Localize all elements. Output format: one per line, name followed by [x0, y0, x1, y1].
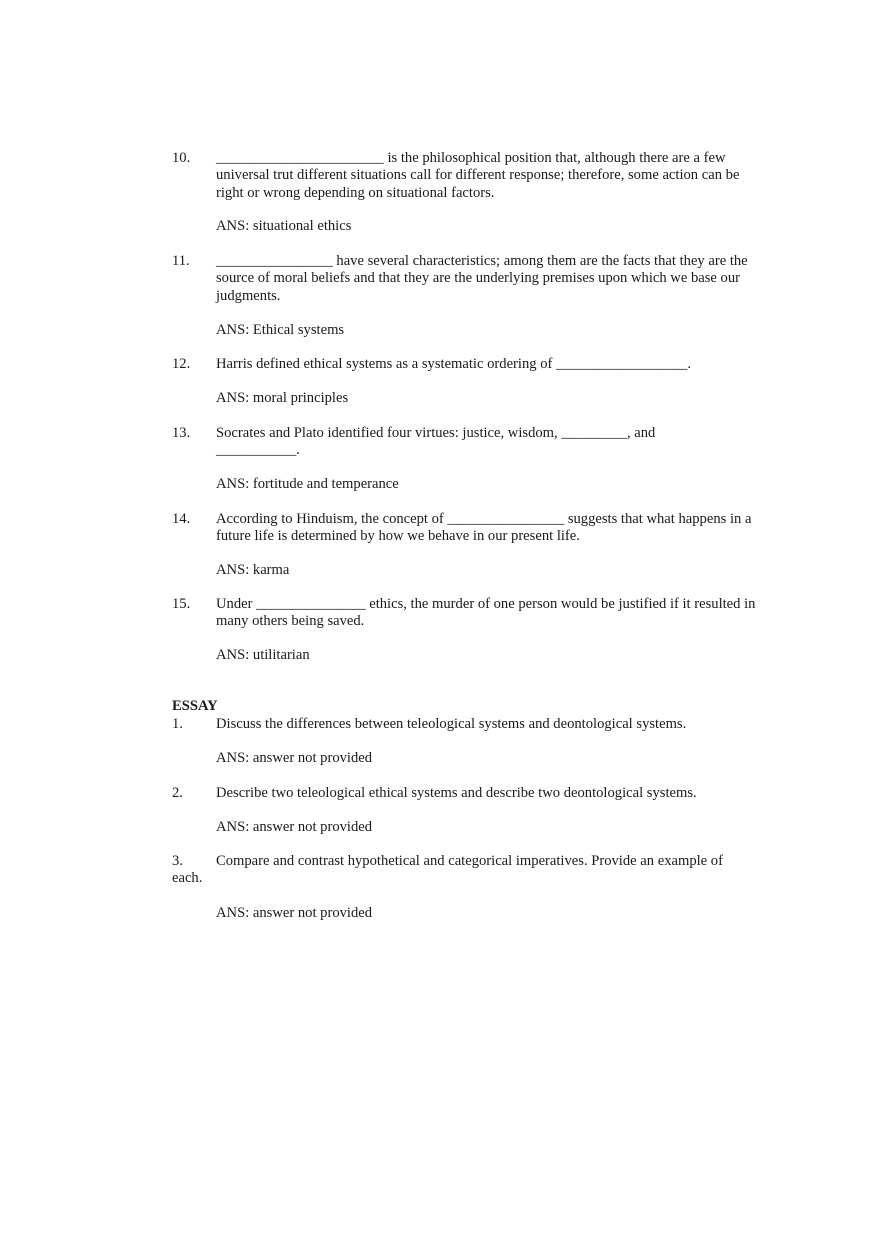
- question-text: According to Hinduism, the concept of ________________ suggests that what happens in a future life is determined by how we behave in our present life.: [216, 511, 752, 545]
- question-number: 13.: [172, 425, 191, 441]
- question-text: Socrates and Plato identified four virtues: justice, wisdom, _________, and ___________.: [216, 425, 656, 459]
- question-number: 10.: [172, 150, 191, 166]
- answer-13: ANS: fortitude and temperance: [216, 476, 399, 492]
- answer-11: ANS: Ethical systems: [216, 322, 345, 338]
- question-15: [172, 596, 772, 631]
- question-13: [172, 425, 772, 460]
- answer-14: ANS: karma: [216, 562, 290, 578]
- question-number: 12.: [172, 356, 191, 372]
- essay-question-number: 1.: [172, 716, 183, 732]
- essay-question-1: [172, 716, 752, 733]
- essay-question-text: Compare and contrast hypothetical and categorical imperatives. Provide an example of each.: [172, 853, 723, 887]
- question-12: [172, 356, 772, 373]
- question-14: [172, 511, 772, 546]
- question-number: 14.: [172, 511, 191, 527]
- question-11: [172, 253, 772, 305]
- question-number: 11.: [172, 253, 190, 269]
- question-text: ________________ have several characteristics; among them are the facts that they are the source of moral beliefs and that they are the underlying premises upon which we base our judgments.: [216, 253, 748, 304]
- essay-answer-3: ANS: answer not provided: [216, 905, 373, 921]
- answer-15: ANS: utilitarian: [216, 647, 310, 663]
- essay-question-text: Discuss the differences between teleological systems and deontological systems.: [216, 716, 687, 732]
- essay-question-2: [172, 785, 752, 802]
- question-text: Under _______________ ethics, the murder of one person would be justified if it resulted in many others being saved.: [216, 596, 756, 630]
- question-number: 15.: [172, 596, 191, 612]
- essay-question-text: Describe two teleological ethical systems and describe two deontological systems.: [216, 785, 697, 801]
- question-10: [172, 150, 772, 202]
- answer-12: ANS: moral principles: [216, 390, 349, 406]
- essay-heading: ESSAY: [172, 698, 218, 714]
- essay-question-number: 3.: [172, 853, 183, 869]
- essay-question-number: 2.: [172, 785, 183, 801]
- question-text: _______________________ is the philosophical position that, although there are a few universal trut different situations call for different response; therefore, some action can be right or wrong depending on situational factors.: [216, 150, 740, 201]
- essay-answer-1: ANS: answer not provided: [216, 750, 373, 766]
- essay-answer-2: ANS: answer not provided: [216, 819, 373, 835]
- essay-question-3: [172, 853, 752, 888]
- question-text: Harris defined ethical systems as a systematic ordering of __________________.: [216, 356, 692, 372]
- answer-10: ANS: situational ethics: [216, 218, 352, 234]
